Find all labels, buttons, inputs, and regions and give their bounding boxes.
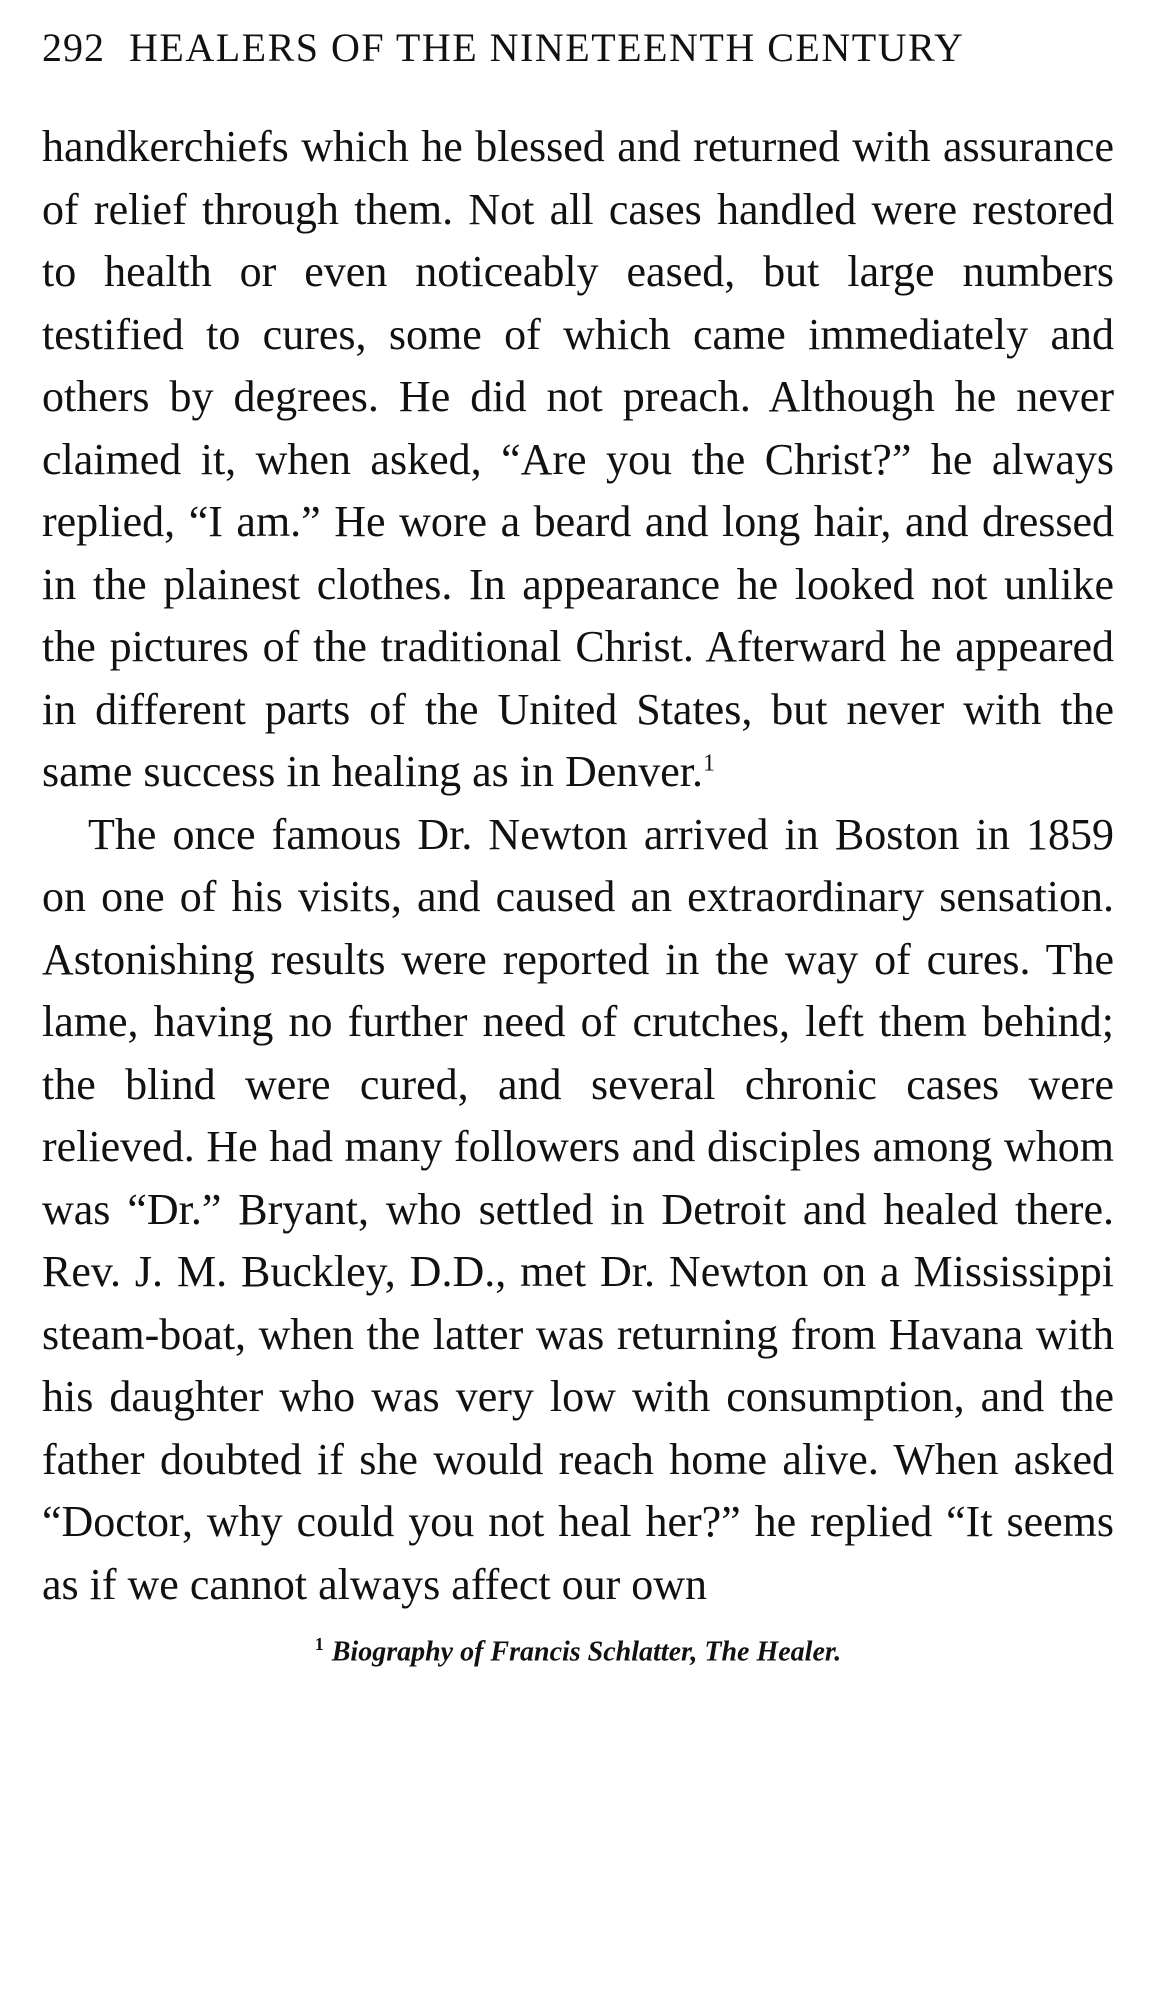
paragraph-2: The once famous Dr. Newton arrived in Boston in 1859 on one of his visits, and caused an extraordinary sensation. Astonishing results were reported in the way of cures. The lame, having no further need of crutches, left them behind; the blind were cured, and several chronic cases were relieved. He had many followers and disciples among whom was “Dr.” Bryant, who settled in Detroit and healed there. Rev. J. M. Buckley, D.D., met Dr. Newton on a Mississippi steam-boat, when the latter was returning from Havana with his daughter who was very low with consumption, and the father doubted if she would reach home alive. When asked “Doctor, why could you not heal her?” he replied “It seems as if we cannot always affect our own xyxy=(42,809,1114,1609)
book-page xyxy=(42,24,1114,1668)
paragraph-1-text: handkerchiefs which he blessed and returned with assurance of relief through them. Not all cases handled were restored to health or even noticeably eased, but large numbers testified to cures, some of which came immediately and others by degrees. He did not preach. Although he never claimed it, when asked, “Are you the Christ?” he always replied, “I am.” He wore a beard and long hair, and dressed in the plainest clothes. In appearance he looked not unlike the pictures of the traditional Christ. Afterward he appeared in different parts of the United States, but never with the same success in healing as in Denver. xyxy=(42,122,1114,796)
paragraph-1 xyxy=(42,116,1114,804)
running-title: HEALERS OF THE NINETEENTH CENTURY xyxy=(129,25,965,70)
footnote-number: 1 xyxy=(314,1634,324,1654)
footnote-reference-mark: 1 xyxy=(703,750,716,777)
running-head xyxy=(42,24,1114,76)
page-number: 292 xyxy=(42,25,105,70)
footnote xyxy=(42,1634,1114,1668)
footnote-text: Biography of Francis Schlatter, The Healer. xyxy=(331,1636,842,1668)
